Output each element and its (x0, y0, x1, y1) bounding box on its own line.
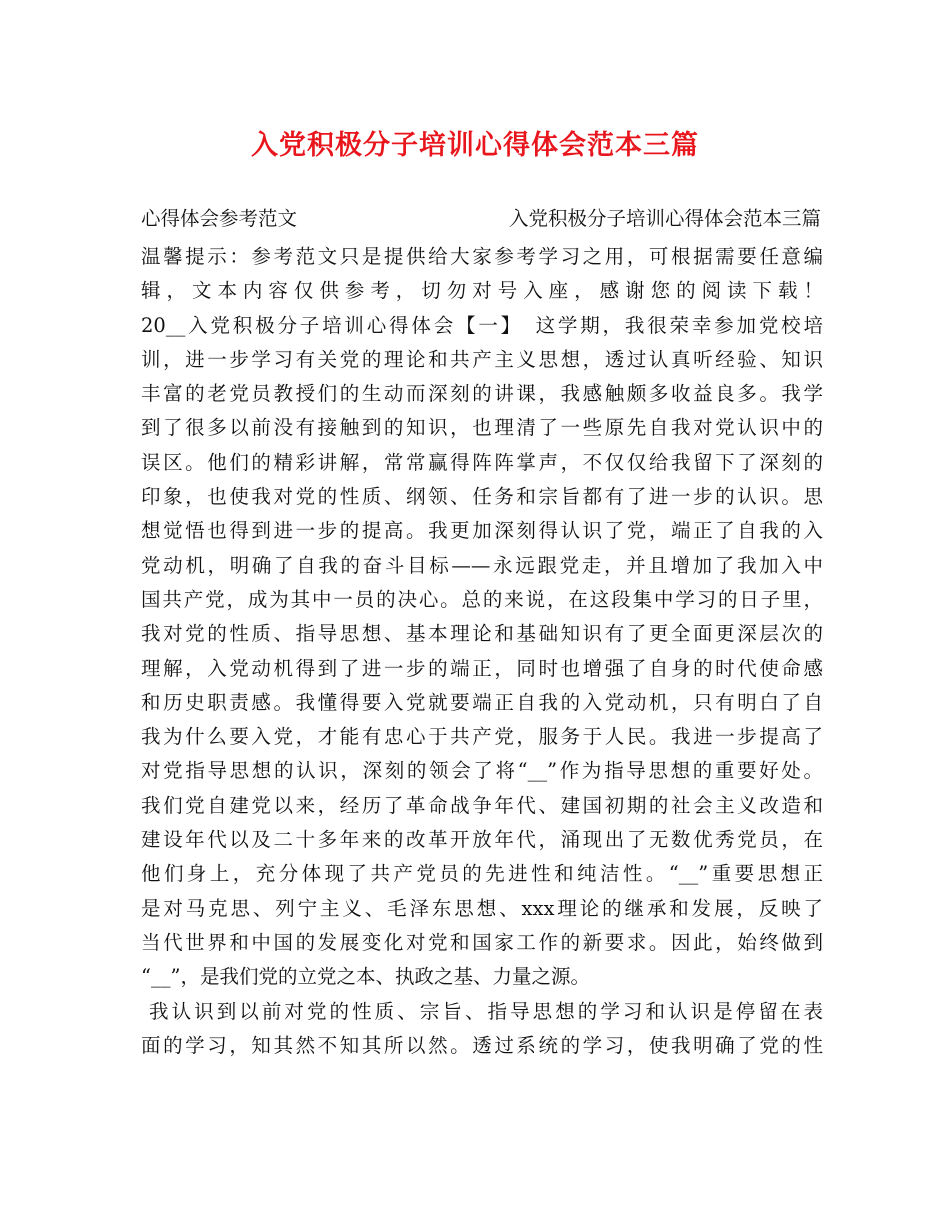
text-line: 我为什么要入党，才能有忠心于共产党，服务于人民。我进一步提高了 (141, 725, 823, 749)
text-line: 和历史职责感。我懂得要入党就要端正自我的入党动机，只有明白了自 (141, 690, 823, 714)
text-line: 建设年代以及二十多年来的改革开放年代，涌现出了无数优秀党员，在 (141, 828, 823, 852)
body-text (141, 240, 823, 1063)
text-line: 到了很多以前没有接触到的知识，也理清了一些原先自我对党认识中的 (141, 416, 823, 440)
document-title: 入党积极分子培训心得体会范本三篇 (251, 130, 699, 161)
text-line: 我对党的性质、指导思想、基本理论和基础知识有了更全面更深层次的 (141, 622, 823, 646)
text-line: 印象，也使我对党的性质、纲领、任务和宗旨都有了进一步的认识。思 (141, 485, 823, 509)
header-doc-name: 入党积极分子培训心得体会范本三篇 (508, 207, 821, 230)
header-category: 心得体会参考范文 (141, 207, 298, 230)
text-line: 党动机，明确了自我的奋斗目标——永远跟党走，并且增加了我加入中 (141, 553, 823, 577)
text-line: 温馨提示：参考范文只是提供给大家参考学习之用，可根据需要任意编 (141, 245, 823, 268)
text-line: 对党指导思想的认识，深刻的领会了将“__”作为指导思想的重要好处。 (141, 759, 823, 783)
text-line: 我认识到以前对党的性质、宗旨、指导思想的学习和认识是停留在表 (149, 999, 823, 1023)
text-line: 面的学习，知其然不知其所以然。透过系统的学习，使我明确了党的性 (141, 1033, 823, 1057)
text-line: 训，进一步学习有关党的理论和共产主义思想，透过认真听经验、知识 (141, 347, 823, 371)
text-line: 当代世界和中国的发展变化对党和国家工作的新要求。因此，始终做到 (141, 930, 823, 954)
text-line: 是对马克思、列宁主义、毛泽东思想、xxx理论的继承和发展，反映了 (141, 896, 823, 920)
text-line: 我们党自建党以来，经历了革命战争年代、建国初期的社会主义改造和 (141, 793, 823, 817)
text-line: 理解，入党动机得到了进一步的端正，同时也增强了自身的时代使命感 (141, 656, 823, 680)
text-line: 想觉悟也得到进一步的提高。我更加深刻得认识了党，端正了自我的入 (141, 519, 823, 543)
text-line: 丰富的老党员教授们的生动而深刻的讲课，我感触颇多收益良多。我学 (141, 382, 823, 406)
text-line: 辑，文本内容仅供参考，切勿对号入座，感谢您的阅读下载！ (141, 279, 823, 303)
text-line: 20__入党积极分子培训心得体会【一】 这学期，我很荣幸参加党校培 (141, 313, 823, 337)
header-row (141, 202, 821, 236)
text-line: “__”，是我们党的立党之本、执政之基、力量之源。 (141, 965, 590, 989)
text-line: 国共产党，成为其中一员的决心。总的来说，在这段集中学习的日子里， (141, 587, 823, 611)
text-line: 他们身上，充分体现了共产党员的先进性和纯洁性。“__”重要思想正 (141, 862, 823, 886)
text-line: 误区。他们的精彩讲解，常常赢得阵阵掌声，不仅仅给我留下了深刻的 (141, 450, 823, 474)
